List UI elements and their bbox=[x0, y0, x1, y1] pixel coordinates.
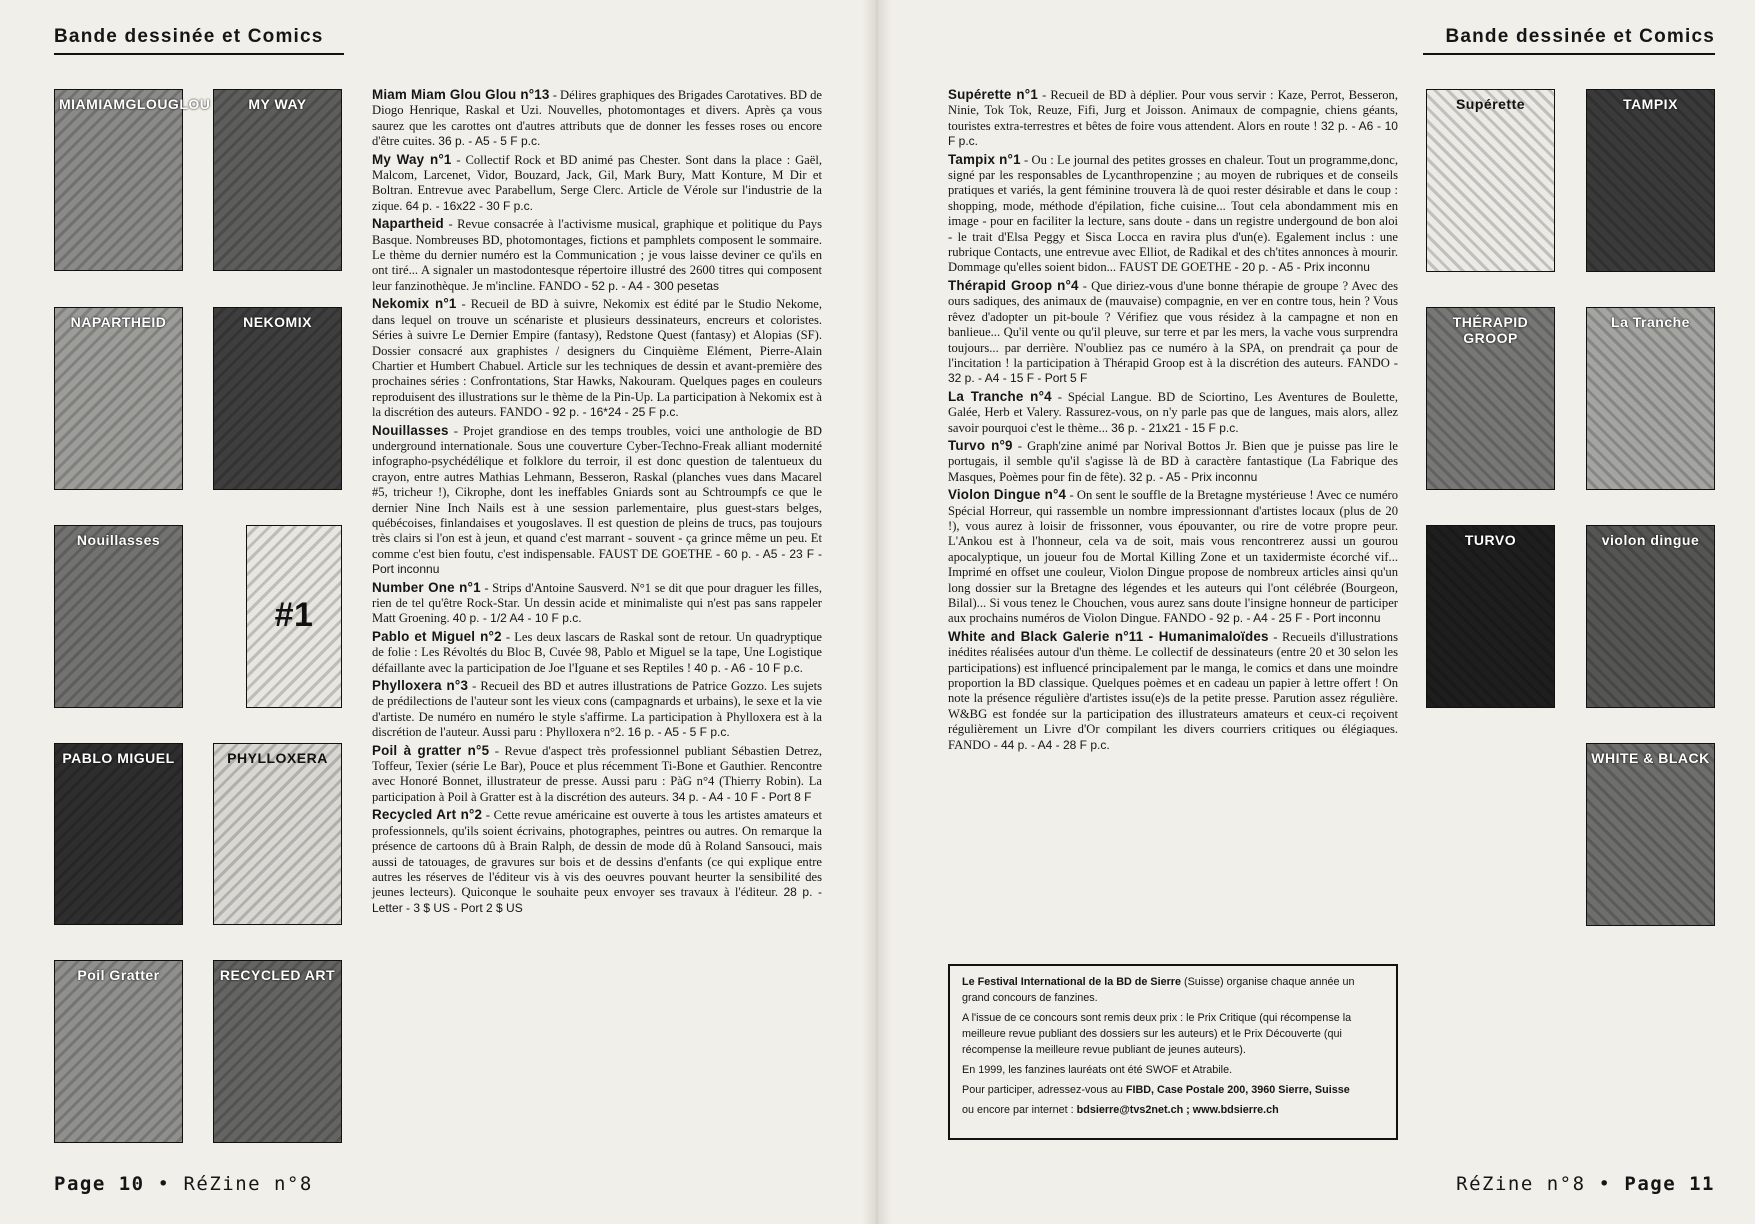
cover-image bbox=[1426, 525, 1555, 708]
cover-image bbox=[1586, 307, 1715, 490]
review-meta: 92 p. - A4 - 25 F - Port inconnu bbox=[1216, 611, 1381, 626]
review-text: - Cette revue américaine est ouverte à tous les artistes amateurs et professionnels, qu'ils soient écrivains, photographes, peintres ou autres. On remarque la présence de cartoons dû à Brain Ralph, de dessin de mode dû à Roland Sansouci, mais aussi de tatouages, de gravures sur bois et de dessins d'enfants (ce qui explique entre autres les réserves de l'éditeur vis à vis des oeuvres pouvant heurter la sensibilité des jeunes lecteurs). Quiconque le souhaite peux envoyer ses travaux à l'éditeur. bbox=[372, 808, 823, 900]
left-page-footer bbox=[54, 1173, 313, 1195]
cover-art bbox=[55, 744, 182, 924]
festival-address-pre: Pour participer, adressez-vous au bbox=[962, 1084, 1126, 1096]
cover-caption: TAMPIX bbox=[1623, 96, 1678, 112]
festival-address bbox=[962, 1082, 1384, 1098]
left-section-header: Bande dessinée et Comics bbox=[54, 26, 344, 55]
review-text: - Strips d'Antoine Sausverd. N°1 se dit que pour draguer les filles, rien de tel qu'être Rock-Star. Un dessin acide et minimaliste qui n'est pas sans rappeler Matt Groening. bbox=[372, 580, 823, 626]
review-text: - Recueils d'illustrations inédites réalisées autour d'un thème. Le collectif de dessinateurs (entre 20 et 30 selon les participations) est influencé principalement par le manga, le comics et dans une moindre proportion la BD classique. Quelques poèmes et en cadeau un papier à lettre offert ! On note la présence régulière d'artistes issu(e)s de la petite presse. Parution assez régulière. W&BG est fondée sur la participation des illustrateurs amateurs et ceux-ci reçoivent régulièrement un Livre d'Or compilant les divers courriers critiques ou élégiaques. FANDO - bbox=[948, 629, 1398, 752]
cover-art bbox=[55, 526, 182, 707]
cover-image bbox=[54, 960, 183, 1143]
review-title: Tampix n°1 bbox=[948, 151, 1021, 167]
review-title: Recycled Art n°2 bbox=[372, 807, 483, 823]
cover-art bbox=[1587, 90, 1714, 271]
festival-intro-text: (Suisse) organise chaque année un grand concours de fanzines. bbox=[962, 976, 1355, 1004]
cover-image bbox=[54, 307, 183, 490]
review-title: La Tranche n°4 bbox=[948, 388, 1052, 404]
cover-art bbox=[214, 961, 341, 1142]
review-entry bbox=[948, 87, 1398, 150]
review-meta: 44 p. - A4 - 28 F p.c. bbox=[1000, 737, 1110, 752]
cover-image bbox=[1426, 307, 1555, 490]
cover-art bbox=[214, 90, 341, 270]
cover-art bbox=[1587, 744, 1714, 925]
review-text: - Graph'zine animé par Norival Bottos Jr. Bien que je puisse pas lire le portugais, il semble qu'il s'agisse là de BD à caractère fantastique (La Fabrique des Masques, Poèmes pour fin de fête). bbox=[948, 438, 1398, 484]
review-title: Number One n°1 bbox=[372, 579, 481, 595]
review-entry bbox=[372, 216, 822, 294]
cover-image bbox=[213, 89, 342, 271]
review-entry bbox=[372, 629, 822, 676]
cover-image bbox=[213, 307, 342, 490]
review-meta: 36 p. - 21x21 - 15 F p.c. bbox=[1111, 420, 1239, 435]
review-text: - Spécial Langue. BD de Sciortino, Les Aventures de Boulette, Galée, Herb et Valery. Rassurez-vous, on n'y parle pas que de langues, mais alors, allez savoir pourquoi c'est le thème... bbox=[948, 389, 1398, 435]
review-text: - Projet grandiose en des temps troubles, voici une anthologie de BD underground internationale. Sous une couverture Cyber-Techno-Freak alliant modernité infographo-psychédélique et folklore du terroir, il est donc question de talentueux du crayon, entre autres Mathias Lehmann, Besseron, Raskal (planches vues dans Macarel #5, tricheur !), Cikrophe, dont les ineffables Gniards sont au Schtroumpfs ce que le dernier Nine Inch Nails est à une session parlementaire, plus guest-stars belges, québécoises, finlandaises et yougoslaves. Il est question de pleins de trucs, pas toujours très clairs si l'on est à jeun, et quand c'est marrant - souvent - ça grince même un peu. Et comme c'est bien foutu, c'est indispensable. FAUST DE GOETHE - bbox=[372, 423, 822, 561]
review-text: - Revue consacrée à l'activisme musical, graphique et politique du Pays Basque. Nombreuses BD, photomontages, fictions et pamphlets composent le sommaire. Le thème du dernier numéro est la Communication ; je vous laisse deviner ce qu'ils en ont tiré... A signaler un mastodontesque répertoire illustré des 2600 titres qui composent leur fanzinothèque. Je m'incline. FANDO - bbox=[372, 217, 822, 293]
right-page-footer bbox=[1456, 1173, 1715, 1195]
left-text-column bbox=[372, 87, 822, 918]
cover-caption: MY WAY bbox=[248, 96, 307, 112]
cover-caption: La Tranche bbox=[1611, 314, 1690, 330]
review-entry bbox=[372, 678, 822, 741]
festival-intro bbox=[962, 974, 1384, 1006]
review-title: Nekomix n°1 bbox=[372, 296, 457, 312]
cover-caption: TURVO bbox=[1464, 532, 1517, 548]
review-title: Turvo n°9 bbox=[948, 437, 1013, 453]
review-title: Violon Dingue n°4 bbox=[948, 487, 1067, 503]
review-text: - Recueil de BD à suivre, Nekomix est édité par le Studio Nekome, dans lequel on trouve un scénariste et plusieurs dessinateurs, encreurs et coloristes. Séries à suivre Le Dernier Empire (fantasy), Redstone Quest (fantasy) et Alopias (SF). Dossier consacré aux graphistes / designers du Cinquième Elément, Pierre-Alain Chartier et Humbert Chabuel. Article sur les techniques de dessin et avant-première des prochaines séries : Confrontations, Star Hawks, Nakouram. Quelques pages en couleurs reproduisent des illustrations sur le thème de la Pin-Up. La participation à Nekomix est à la discrétion des auteurs. FANDO - bbox=[372, 297, 822, 420]
review-text: - Recueil des BD et autres illustrations de Patrice Gozzo. Les sujets de prédilections de l'auteur sont les vieux cons (campagnards et urbains), le sexe et la vie d'artiste. De numéro en numéro le style s'affirme. La participation à Phylloxera est à la discrétion de l'auteur. Aussi paru : Phylloxera n°2. bbox=[372, 679, 823, 740]
footer-bullet: • bbox=[1598, 1173, 1612, 1195]
review-meta: 34 p. - A4 - 10 F - Port 8 F bbox=[672, 789, 812, 804]
cover-caption: Supérette bbox=[1455, 96, 1526, 112]
cover-image bbox=[54, 89, 211, 271]
review-entry bbox=[372, 296, 822, 420]
review-entry bbox=[372, 743, 822, 806]
cover-art bbox=[1587, 526, 1714, 707]
right-text-column bbox=[948, 87, 1398, 755]
review-text: - Recueil de BD à déplier. Pour vous servir : Kaze, Perrot, Besseron, Ninie, Tok Tok, Reuze, Fifi, Jurg et Joisson. Animaux de compagnie, chiens géants, touristes extra-terrestres et bêtes de foire vous attendent. Alors en route ! bbox=[948, 88, 1398, 133]
cover-caption: MIAMIAMGLOUGLOU bbox=[59, 96, 211, 112]
review-meta: 64 p. - 16x22 - 30 F p.c. bbox=[405, 198, 533, 213]
cover-art bbox=[1427, 526, 1554, 707]
review-entry bbox=[948, 278, 1398, 387]
cover-caption: #1 bbox=[274, 596, 314, 634]
cover-image bbox=[1426, 89, 1555, 272]
festival-web bbox=[962, 1102, 1384, 1118]
review-meta: 40 p. - 1/2 A4 - 10 F p.c. bbox=[452, 611, 582, 626]
cover-image bbox=[1586, 89, 1715, 272]
cover-art bbox=[55, 961, 182, 1142]
review-title: Phylloxera n°3 bbox=[372, 678, 469, 694]
cover-image bbox=[213, 960, 342, 1143]
cover-art bbox=[214, 308, 341, 489]
footer-bullet: • bbox=[157, 1173, 171, 1195]
review-meta: 92 p. - 16*24 - 25 F p.c. bbox=[552, 405, 679, 420]
review-title: Thérapid Groop n°4 bbox=[948, 277, 1079, 293]
review-title: White and Black Galerie n°11 - Humanimaloïdes bbox=[948, 628, 1269, 644]
review-meta: 28 p. - Letter - 3 $ US - Port 2 $ US bbox=[372, 885, 822, 915]
review-title: Napartheid bbox=[372, 216, 444, 232]
review-title: Supérette n°1 bbox=[948, 87, 1038, 102]
review-text: - Revue d'aspect très professionnel publiant Sébastien Detrez, Toffeur, Texier (série Le Bar), Pouce et plus récemment Ti-Bone et Gauthier. Rencontre avec Honoré Bonnet, illustrateur de presse. Aussi paru : PàG n°4 (Thierry Robin). La participation à Poil à Gratter est à la discrétion des auteurs. bbox=[372, 743, 823, 804]
cover-art bbox=[1587, 308, 1714, 489]
cover-image bbox=[1586, 525, 1715, 708]
festival-prizes: A l'issue de ce concours sont remis deux prix : le Prix Critique (qui récompense la meilleure revue publiant des dossiers sur les auteurs) et le Prix Découverte (qui récompense la meilleure revue publiant de jeunes auteurs). bbox=[962, 1012, 1352, 1056]
review-entry bbox=[948, 438, 1398, 485]
cover-art bbox=[55, 308, 182, 489]
review-meta: 60 p. - A5 - 23 F - Port inconnu bbox=[372, 546, 823, 577]
cover-caption: NEKOMIX bbox=[243, 314, 312, 330]
review-entry bbox=[372, 580, 822, 627]
review-title: Miam Miam Glou Glou n°13 bbox=[372, 87, 550, 102]
review-title: Poil à gratter n°5 bbox=[372, 742, 490, 758]
review-entry bbox=[372, 807, 822, 916]
review-entry bbox=[372, 152, 822, 215]
left-page-number: Page 10 bbox=[54, 1173, 145, 1195]
right-section-header: Bande dessinée et Comics bbox=[1423, 26, 1715, 55]
review-meta: 52 p. - A4 - 300 pesetas bbox=[591, 278, 719, 293]
review-meta: 32 p. - A5 - Prix inconnu bbox=[1129, 469, 1258, 484]
cover-caption: PABLO MIGUEL bbox=[62, 750, 175, 766]
review-title: Nouillasses bbox=[372, 422, 449, 438]
cover-caption: PHYLLOXERA bbox=[227, 750, 328, 766]
review-text: - Les deux lascars de Raskal sont de retour. Un quadryptique de folie : Les Révoltés du Bloc B, Cuvée 98, Pablo et Miguel se la tape, Une Logistique défaillante avec la participation de Joe l'Iguane et ses Reptiles ! bbox=[372, 629, 822, 675]
review-meta: 36 p. - A5 - 5 F p.c. bbox=[438, 134, 541, 149]
cover-art bbox=[1427, 90, 1554, 271]
cover-caption: THÉRAPID GROOP bbox=[1452, 314, 1529, 346]
review-meta: 32 p. - A4 - 15 F - Port 5 F bbox=[948, 371, 1088, 386]
review-text: - Que diriez-vous d'une bonne thérapie de groupe ? Avec des ours sadiques, des animaux de (mauvaise) compagnie, en ver en contre tous, hein ? Vous rêvez d'adopter un pit-boule ? Vérifiez que vous résidez à la campagne et non en banlieue... Qu'il vente ou qu'il pleuve, sur terre et par les mers, la vache vous surprendra toujours... par derrière. N'oubliez pas ce numéro à la SPA, on prendrait ça pour de l'incitation ! la participation à Thérapid Groop est à la discrétion des auteurs. FANDO - bbox=[948, 278, 1399, 370]
festival-info-box bbox=[948, 964, 1398, 1140]
cover-art bbox=[55, 90, 211, 270]
review-text: - On sent le souffle de la Bretagne mystérieuse ! Avec ce numéro Spécial Horreur, qui rassemble un nombre impressionnant d'artistes locaux (plus de 20 !), vous aurez à loisir de frissonner, vous épouvanter, ou rire de votre propre peur. L'Ankou est à l'honneur, cela va de soit, mais vous rencontrerez aussi un gourou apocalyptique, un joueur fou de Mortal Killing Zone et un taxidermiste écorché vif... Imprimé en offset une couleur, Violon Dingue propose de nombreux articles ainsi qu'un long dossier sur la Bretagne des légendes et les auteurs qui l'ont célébrée (Bourgeon, Bilal)... Si vous tenez le Chouchen, vous aurez sans doute l'insigne honneur de participer aux prochains numéros de Violon Dingue. FANDO - bbox=[948, 488, 1398, 626]
review-entry bbox=[948, 389, 1398, 436]
cover-caption: violon dingue bbox=[1601, 532, 1700, 548]
review-title: My Way n°1 bbox=[372, 151, 452, 167]
festival-winners: En 1999, les fanzines lauréats ont été SWOF et Atrabile. bbox=[962, 1064, 1233, 1076]
review-entry bbox=[948, 152, 1398, 276]
review-text: - Délires graphiques des Brigades Carotatives. BD de Diogo Henrique, Raskal et Uzi. Nouvelles, photomontages et divers. Après ça vous saurez que les carottes ont d'autres attributs que de donner les fesses roses ou encore d'être cuites. bbox=[372, 88, 823, 149]
cover-image bbox=[1586, 743, 1715, 926]
review-meta: 20 p. - A5 - Prix inconnu bbox=[1241, 260, 1370, 275]
festival-address-value: FIBD, Case Postale 200, 3960 Sierre, Suisse bbox=[1125, 1084, 1350, 1096]
review-entry bbox=[372, 87, 822, 150]
page-gutter bbox=[862, 0, 892, 1224]
review-meta: 40 p. - A6 - 10 F p.c. bbox=[694, 660, 803, 675]
festival-name: Le Festival International de la BD de Sierre bbox=[962, 976, 1182, 988]
cover-caption: NAPARTHEID bbox=[70, 314, 167, 330]
festival-web-pre: ou encore par internet : bbox=[962, 1104, 1077, 1116]
right-magazine-name: RéZine n°8 bbox=[1456, 1173, 1586, 1195]
review-meta: 32 p. - A6 - 10 F p.c. bbox=[948, 118, 1398, 149]
right-page-number: Page 11 bbox=[1624, 1173, 1715, 1195]
review-text: - Collectif Rock et BD animé pas Chester. Sont dans la place : Gaël, Malcom, Larcenet, Vidor, Bouzard, Jack, Gil, Mark Bury, Matt Konture, M Dir et Boltran. Entrevue avec Parabellum, Serge Clerc. Article de Vérole sur l'industrie de la zique. bbox=[372, 152, 822, 213]
review-title: Pablo et Miguel n°2 bbox=[372, 628, 502, 644]
cover-image bbox=[54, 743, 183, 925]
review-entry bbox=[948, 629, 1398, 753]
review-entry bbox=[372, 423, 822, 578]
cover-image bbox=[54, 525, 183, 708]
cover-caption: Nouillasses bbox=[76, 532, 161, 548]
cover-caption: RECYCLED ART bbox=[219, 967, 336, 983]
review-meta: 16 p. - A5 - 5 F p.c. bbox=[627, 725, 730, 740]
cover-caption: Poil Gratter bbox=[77, 967, 160, 983]
cover-image bbox=[213, 743, 342, 925]
review-text: - Ou : Le journal des petites grosses en chaleur. Tout un programme,donc, signé par les responsables de Lycanthropenzine ; au moyen de rubriques et de conseils pratiques et variés, la gent féminine trouvera là de quoi rester désirable et dans le coup : shopping, mode, méthode d'épilation, fiche cuisine... Tout cela abondamment mis en image - pour en faciliter la lecture, sans doute - dans un registre undergound de bon aloi - le trait d'Elsa Peggy et Sisca Locca en ravira plus d'un(e). Egalement inclus : une rubrique Contacts, une entrevue avec Elliot, de Radikal et des ch'tites annonces à mourir. Dommage qu'elles soient bidon... FAUST DE GOETHE - bbox=[948, 152, 1398, 275]
cover-image bbox=[246, 525, 342, 708]
cover-caption: WHITE & BLACK bbox=[1591, 750, 1710, 766]
left-magazine-name: RéZine n°8 bbox=[183, 1173, 313, 1195]
cover-art bbox=[214, 744, 341, 924]
festival-web-value: bdsierre@tvs2net.ch ; www.bdsierre.ch bbox=[1076, 1104, 1279, 1116]
review-entry bbox=[948, 487, 1398, 627]
